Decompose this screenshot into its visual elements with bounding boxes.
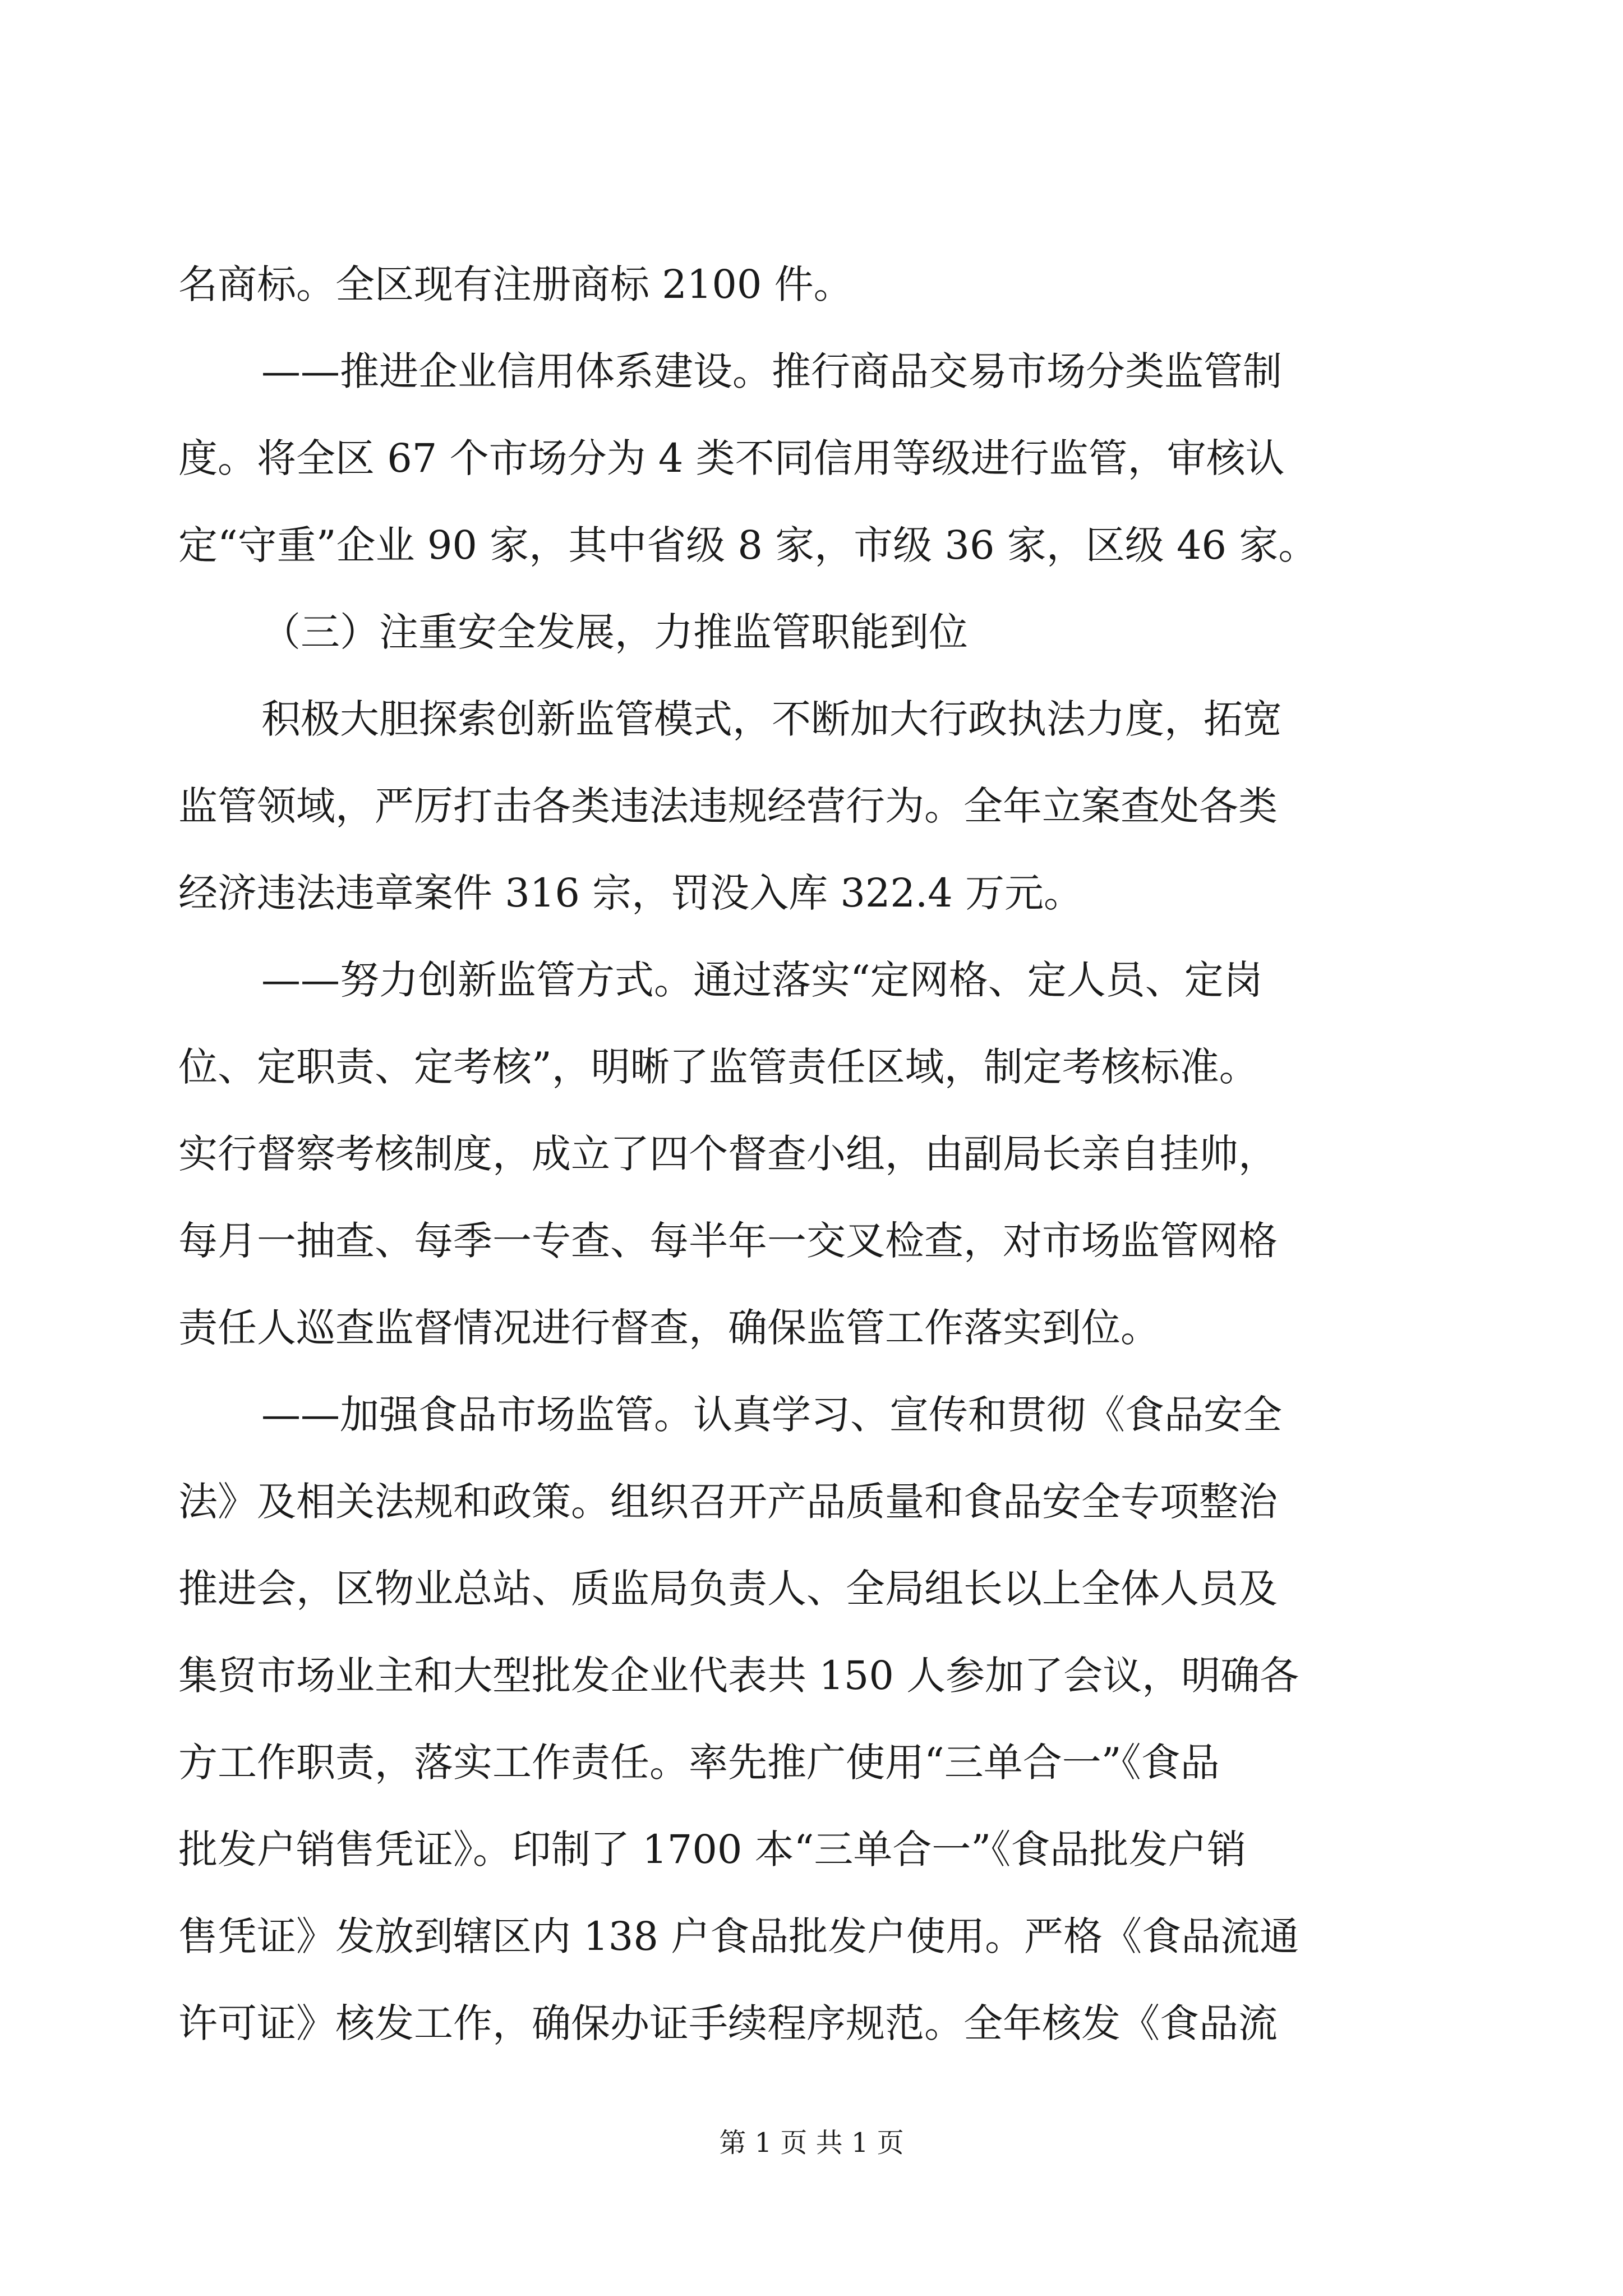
text-line: 集贸市场业主和大型批发企业代表共 150 人参加了会议，明确各 bbox=[178, 1653, 1299, 1699]
section-heading: （三）注重安全发展，力推监管职能到位 bbox=[261, 609, 968, 655]
body-text bbox=[178, 241, 1432, 2067]
text-line: 定“守重”企业 90 家，其中省级 8 家，市级 36 家，区级 46 家。 bbox=[178, 522, 1318, 568]
text-line: 每月一抽查、每季一专查、每半年一交叉检查，对市场监管网格 bbox=[178, 1218, 1278, 1264]
page-number: 第 1 页 共 1 页 bbox=[719, 2127, 904, 2159]
text-line: ——加强食品市场监管。认真学习、宣传和贯彻《食品安全 bbox=[261, 1392, 1282, 1438]
text-line: 责任人巡查监督情况进行督查，确保监管工作落实到位。 bbox=[178, 1305, 1160, 1351]
text-line: 监管领域，严厉打击各类违法违规经营行为。全年立案查处各类 bbox=[178, 783, 1278, 829]
text-line: ——推进企业信用体系建设。推行商品交易市场分类监管制 bbox=[261, 348, 1282, 394]
text-line: 推进会，区物业总站、质监局负责人、全局组长以上全体人员及 bbox=[178, 1566, 1278, 1612]
text-line: 积极大胆探索创新监管模式，不断加大行政执法力度，拓宽 bbox=[261, 696, 1282, 742]
text-line: 法》及相关法规和政策。组织召开产品质量和食品安全专项整治 bbox=[178, 1479, 1278, 1525]
text-line: 度。将全区 67 个市场分为 4 类不同信用等级进行监管，审核认 bbox=[178, 435, 1285, 481]
text-line: 实行督察考核制度，成立了四个督查小组，由副局长亲自挂帅， bbox=[178, 1131, 1278, 1177]
text-line: 位、定职责、定考核”，明晰了监管责任区域，制定考核标准。 bbox=[178, 1044, 1258, 1090]
text-line: 批发户销售凭证》。印制了 1700 本“三单合一”《食品批发户销 bbox=[178, 1826, 1247, 1872]
text-line: 许可证》核发工作，确保办证手续程序规范。全年核发《食品流 bbox=[178, 2000, 1278, 2046]
text-line: 售凭证》发放到辖区内 138 户食品批发户使用。严格《食品流通 bbox=[178, 1913, 1299, 1959]
text-line: 方工作职责，落实工作责任。率先推广使用“三单合一”《食品 bbox=[178, 1740, 1220, 1786]
page-footer bbox=[0, 2120, 1623, 2165]
text-line: 经济违法违章案件 316 宗，罚没入库 322.4 万元。 bbox=[178, 870, 1083, 916]
text-line: 名商标。全区现有注册商标 2100 件。 bbox=[178, 261, 853, 307]
text-line: ——努力创新监管方式。通过落实“定网格、定人员、定岗 bbox=[261, 957, 1263, 1003]
